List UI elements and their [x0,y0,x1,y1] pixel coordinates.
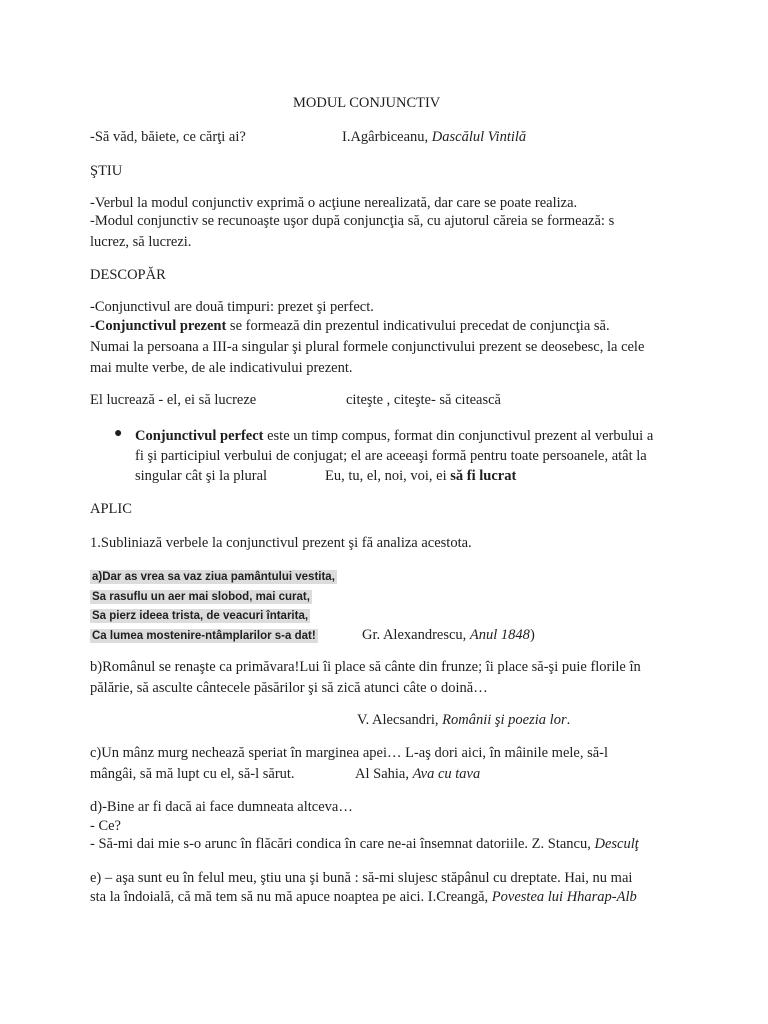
exercise-b-line-2: pălărie, să asculte cântecele păsărilor şi să zică atunci câte o doină… [90,680,488,696]
motto-work: Dascălul Vintilă [431,129,527,145]
period: . [566,712,571,728]
poem-line-1 [90,566,337,587]
bullet-line-2: fi şi participiul verbului de conjugat; el are aceeaşi formă pentru toate persoanele, atât la [135,448,647,464]
descopar-line-1: -Conjunctivul are două timpuri: prezet şi perfect. [90,299,374,315]
exercise-e-line-2 [90,887,637,907]
exercise-c-attribution [355,764,480,784]
poem-line-4 [90,625,318,646]
c-author: Al Sahia, [355,766,413,782]
descopar-line-2 [90,316,610,336]
stiu-line-3: lucrez, să lucrezi. [90,234,192,250]
poem-work: Anul 1848 [469,627,530,643]
motto-attribution [342,127,526,147]
stiu-line-2: -Modul conjunctiv se recunoaşte uşor după conjuncţia să, cu ajutorul căreia se formează: s [90,213,615,229]
bullet-icon: ● [114,426,123,441]
close-paren: ) [529,627,535,643]
bullet-line-1-rest: este un timp compus, format din conjunctivul prezent al verbului a [263,428,654,444]
heading-aplic: APLIC [90,501,132,517]
exercise-d-line-2: - Ce? [90,818,121,834]
conjunctiv-perfect-term: Conjunctivul perfect [135,428,264,444]
d-line-3-text: - Să-mi dai mie s-o arunc în flăcări condica în care ne-ai însemnat datoriile. Z. Stancu, [90,836,595,852]
example-lucreaza: El lucrează - el, ei să lucreze [90,392,257,408]
exercise-c-line-2: mângâi, să mă lupt cu el, să-l sărut. [90,766,295,782]
bullet-line-1 [135,426,653,446]
b-author: V. Alecsandri, [357,712,443,728]
descopar-line-3: Numai la persoana a III-a singular şi plural formele conjunctivului prezent se deosebesc, la cele [90,339,645,355]
highlighted-verse: Sa pierz ideea trista, de veacuri întarita, [92,610,309,622]
stiu-line-1: -Verbul la modul conjunctiv exprimă o acţiune nerealizată, dar care se poate realiza. [90,195,578,211]
bullet-line-3-left: singular cât şi la plural [135,468,268,484]
exercise-b-line-1: b)Românul se renaşte ca primăvara!Lui îi place să cânte din frunze; îi place să-şi puie florile în [90,659,641,675]
c-work: Ava cu tava [412,766,481,782]
example-citeste: citeşte , citeşte- să citească [346,392,501,408]
heading-descopar: DESCOPĂR [90,267,166,283]
aplic-task: 1.Subliniază verbele la conjunctivul prezent şi fă analiza acestota. [90,535,472,551]
descopar-line-4: mai multe verbe, de ale indicativului prezent. [90,360,353,376]
descopar-line-2-rest: se formează din prezentul indicativului precedat de conjuncţia să. [226,318,610,334]
exercise-d-line-1: d)-Bine ar fi dacă ai face dumneata altceva… [90,799,353,815]
poem-line-3 [90,605,310,626]
poem-author: Gr. Alexandrescu, [362,627,470,643]
heading-stiu: ŞTIU [90,163,123,179]
motto-author: I.Agârbiceanu, [342,129,432,145]
poem-attribution [362,625,535,645]
highlighted-verse: Sa rasuflu un aer mai slobod, mai curat, [92,591,310,603]
perfect-form: să fi lucrat [450,468,517,484]
d-work: Desculţ [594,836,639,852]
conjunctiv-prezent-term: Conjunctivul prezent [94,318,227,334]
exercise-b-attribution [357,710,570,730]
pronoun-list: Eu, tu, el, noi, voi, ei [325,468,451,484]
exercise-c-line-1: c)Un mânz murg nechează speriat în marginea apei… L-aş dori aici, în mâinile mele, să-l [90,745,609,761]
e-line-2-text: sta la îndoială, că mă tem să nu mă apuce noaptea pe aici. I.Creangă, [90,889,492,905]
bullet-line-3-example [325,466,516,486]
poem-line-2 [90,586,312,607]
exercise-d-line-3 [90,834,639,854]
exercise-e-line-1: e) – aşa sunt eu în felul meu, ştiu una şi bună : să-mi slujesc stăpânul cu dreptate. Hai, nu mai [90,870,633,886]
dash: - [90,318,95,334]
b-work: Românii şi poezia lor [442,712,567,728]
highlighted-verse: Ca lumea mostenire-ntâmplarilor s-a dat! [92,630,316,642]
highlighted-verse: a)Dar as vrea sa vaz ziua pamântului vestita, [92,571,335,583]
page-title: MODUL CONJUNCTIV [293,95,441,111]
e-work: Povestea lui Hharap-Alb [491,889,637,905]
motto-quote: -Să văd, băiete, ce cărţi ai? [90,129,246,145]
